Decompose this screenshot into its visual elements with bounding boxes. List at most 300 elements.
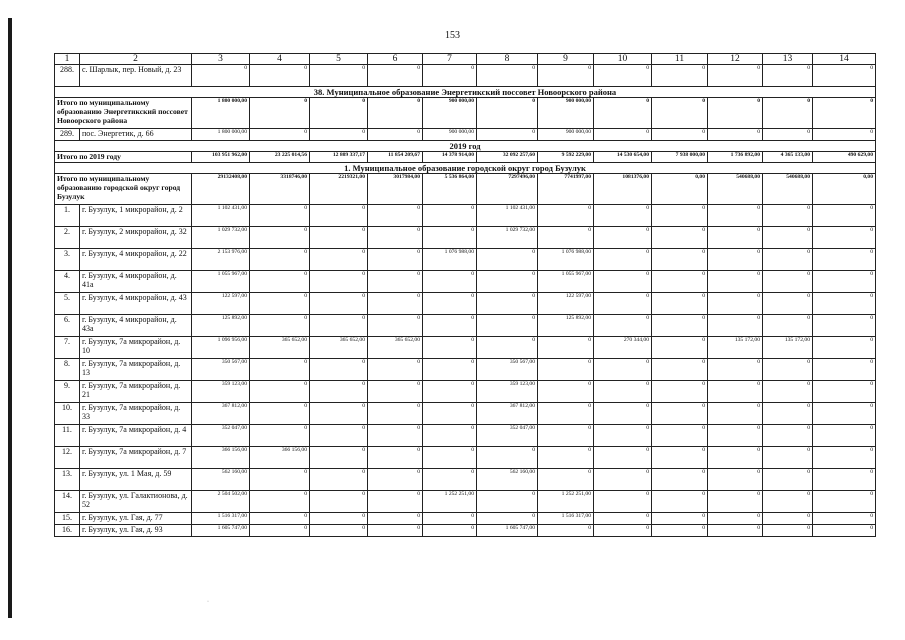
table-row [55, 513, 876, 525]
address-cell: г. Бузулук, 4 микрорайон, д. 43а [80, 315, 192, 337]
value-cell-col-4: 0 [250, 129, 310, 141]
value-cell-col-7: 900 000,00 [423, 129, 477, 141]
value-cell-col-9: 122 597,00 [538, 293, 594, 315]
value-cell-col-13: 135 172,00 [763, 337, 813, 359]
value-cell-col-5: 0 [310, 271, 368, 293]
value-cell-col-5: 12 809 337,17 [310, 152, 368, 163]
value-cell-col-10: 0 [594, 525, 652, 537]
value-cell-col-5: 0 [310, 381, 368, 403]
value-cell-col-7: 0 [423, 525, 477, 537]
value-cell-col-7: 5 536 864,00 [423, 174, 477, 205]
value-cell-col-4: 0 [250, 205, 310, 227]
value-cell-col-8: 0 [477, 129, 538, 141]
address-cell: г. Бузулук, 4 микрорайон, д. 41а [80, 271, 192, 293]
value-cell-col-4: 365 652,00 [250, 337, 310, 359]
value-cell-col-9: 0 [538, 525, 594, 537]
value-cell-col-6: 0 [368, 381, 423, 403]
value-cell-col-7: 0 [423, 227, 477, 249]
value-cell-col-8: 359 123,00 [477, 381, 538, 403]
value-cell-col-12: 0 [708, 205, 763, 227]
value-cell-col-9: 0 [538, 403, 594, 425]
address-cell: г. Бузулук, 7а микрорайон, д. 7 [80, 447, 192, 469]
value-cell-col-8: 0 [477, 447, 538, 469]
value-cell-col-14: 0 [813, 315, 876, 337]
value-cell-col-7: 1 076 988,00 [423, 249, 477, 271]
value-cell-col-11: 0 [652, 293, 708, 315]
value-cell-col-4: 0 [250, 315, 310, 337]
value-cell-col-13: 0 [763, 425, 813, 447]
row-number: 16. [55, 525, 80, 537]
value-cell-col-10: 0 [594, 227, 652, 249]
row-number: 6. [55, 315, 80, 337]
value-cell-col-10: 0 [594, 447, 652, 469]
address-cell: г. Бузулук, ул. Гая, д. 93 [80, 525, 192, 537]
value-cell-col-10: 270 344,00 [594, 337, 652, 359]
value-cell-col-10: 0 [594, 65, 652, 87]
value-cell-col-7: 14 378 914,00 [423, 152, 477, 163]
value-cell-col-3: 125 892,00 [192, 315, 250, 337]
row-number: 288. [55, 65, 80, 87]
row-number: 3. [55, 249, 80, 271]
value-cell-col-14: 0,00 [813, 174, 876, 205]
value-cell-col-8: 350 567,00 [477, 359, 538, 381]
value-cell-col-6: 0 [368, 129, 423, 141]
value-cell-col-13: 0 [763, 293, 813, 315]
value-cell-col-4: 366 156,00 [250, 447, 310, 469]
value-cell-col-7: 0 [423, 65, 477, 87]
value-cell-col-7: 1 252 251,00 [423, 491, 477, 513]
value-cell-col-9: 900 000,00 [538, 129, 594, 141]
value-cell-col-8: 0 [477, 249, 538, 271]
value-cell-col-6: 0 [368, 491, 423, 513]
row-number: 13. [55, 469, 80, 491]
value-cell-col-3: 1 605 747,00 [192, 525, 250, 537]
value-cell-col-14: 0 [813, 513, 876, 525]
value-cell-col-4: 0 [250, 403, 310, 425]
value-cell-col-12: 0 [708, 403, 763, 425]
value-cell-col-9: 1 252 251,00 [538, 491, 594, 513]
value-cell-col-10: 0 [594, 205, 652, 227]
value-cell-col-14: 0 [813, 403, 876, 425]
value-cell-col-11: 0 [652, 205, 708, 227]
column-header: 10 [594, 54, 652, 65]
value-cell-col-14: 0 [813, 337, 876, 359]
value-cell-col-7: 0 [423, 271, 477, 293]
value-cell-col-12: 135 172,00 [708, 337, 763, 359]
value-cell-col-3: 352 047,00 [192, 425, 250, 447]
table-row [55, 469, 876, 491]
table-row [55, 525, 876, 537]
value-cell-col-13: 0 [763, 381, 813, 403]
value-cell-col-13: 0 [763, 513, 813, 525]
value-cell-col-6: 0 [368, 403, 423, 425]
value-cell-col-3: 1 102 431,00 [192, 205, 250, 227]
address-cell: г. Бузулук, 7а микрорайон, д. 33 [80, 403, 192, 425]
table-row [55, 403, 876, 425]
value-cell-col-3: 1 800 000,00 [192, 129, 250, 141]
table-row [55, 491, 876, 513]
value-cell-col-10: 0 [594, 271, 652, 293]
value-cell-col-9: 9 592 229,00 [538, 152, 594, 163]
value-cell-col-3: 1 800 000,00 [192, 98, 250, 129]
value-cell-col-9: 0 [538, 337, 594, 359]
value-cell-col-6: 0 [368, 513, 423, 525]
value-cell-col-13: 0 [763, 205, 813, 227]
value-cell-col-11: 7 938 000,00 [652, 152, 708, 163]
value-cell-col-12: 0 [708, 129, 763, 141]
value-cell-col-13: 0 [763, 65, 813, 87]
value-cell-col-6: 0 [368, 249, 423, 271]
value-cell-col-7: 0 [423, 469, 477, 491]
value-cell-col-3: 1 516 317,00 [192, 513, 250, 525]
scan-speck: · [207, 599, 209, 605]
value-cell-col-5: 0 [310, 315, 368, 337]
address-cell: г. Бузулук, 4 микрорайон, д. 43 [80, 293, 192, 315]
value-cell-col-5: 0 [310, 205, 368, 227]
value-cell-col-5: 0 [310, 469, 368, 491]
value-cell-col-6: 0 [368, 359, 423, 381]
value-cell-col-12: 540688,00 [708, 174, 763, 205]
value-cell-col-9: 0 [538, 227, 594, 249]
header-row [55, 54, 876, 65]
table-row [55, 271, 876, 293]
value-cell-col-5: 0 [310, 447, 368, 469]
value-cell-col-6: 0 [368, 293, 423, 315]
value-cell-col-13: 0 [763, 249, 813, 271]
value-cell-col-12: 0 [708, 491, 763, 513]
value-cell-col-6: 0 [368, 205, 423, 227]
value-cell-col-14: 0 [813, 293, 876, 315]
table-row [55, 293, 876, 315]
value-cell-col-9: 900 000,00 [538, 98, 594, 129]
total-label: Итого по 2019 году [55, 152, 192, 163]
column-header: 1 [55, 54, 80, 65]
value-cell-col-9: 0 [538, 425, 594, 447]
address-cell: г. Бузулук, ул. 1 Мая, д. 59 [80, 469, 192, 491]
total-row [55, 152, 876, 163]
value-cell-col-6: 0 [368, 98, 423, 129]
column-header: 7 [423, 54, 477, 65]
value-cell-col-9: 7741997,00 [538, 174, 594, 205]
value-cell-col-11: 0 [652, 447, 708, 469]
column-header: 11 [652, 54, 708, 65]
column-header: 2 [80, 54, 192, 65]
row-number: 11. [55, 425, 80, 447]
value-cell-col-6: 11 854 209,67 [368, 152, 423, 163]
value-cell-col-4: 0 [250, 65, 310, 87]
value-cell-col-4: 0 [250, 381, 310, 403]
page-number: 153 [445, 30, 460, 41]
table-row [55, 447, 876, 469]
value-cell-col-4: 3318746,00 [250, 174, 310, 205]
value-cell-col-3: 29132408,00 [192, 174, 250, 205]
value-cell-col-12: 0 [708, 315, 763, 337]
row-number: 7. [55, 337, 80, 359]
value-cell-col-4: 0 [250, 491, 310, 513]
value-cell-col-3: 562 160,00 [192, 469, 250, 491]
section-heading: 38. Муниципальное образование Энергетикский поссовет Новоорского района [55, 87, 876, 98]
value-cell-col-12: 0 [708, 227, 763, 249]
value-cell-col-9: 125 892,00 [538, 315, 594, 337]
value-cell-col-14: 0 [813, 525, 876, 537]
value-cell-col-14: 0 [813, 425, 876, 447]
section-heading-row [55, 141, 876, 152]
value-cell-col-14: 0 [813, 98, 876, 129]
value-cell-col-13: 0 [763, 315, 813, 337]
value-cell-col-5: 0 [310, 525, 368, 537]
value-cell-col-11: 0 [652, 98, 708, 129]
value-cell-col-4: 0 [250, 227, 310, 249]
value-cell-col-11: 0 [652, 491, 708, 513]
value-cell-col-8: 7297496,00 [477, 174, 538, 205]
value-cell-col-9: 0 [538, 65, 594, 87]
value-cell-col-8: 1 029 732,00 [477, 227, 538, 249]
value-cell-col-14: 0 [813, 205, 876, 227]
value-cell-col-12: 0 [708, 271, 763, 293]
value-cell-col-11: 0,00 [652, 174, 708, 205]
address-cell: г. Бузулук, ул. Гая, д. 77 [80, 513, 192, 525]
value-cell-col-12: 0 [708, 293, 763, 315]
table-row [55, 129, 876, 141]
value-cell-col-8: 1 605 747,00 [477, 525, 538, 537]
value-cell-col-6: 0 [368, 425, 423, 447]
table-row [55, 425, 876, 447]
value-cell-col-13: 0 [763, 525, 813, 537]
value-cell-col-4: 0 [250, 513, 310, 525]
section-heading: 1. Муниципальное образование городской округ город Бузулук [55, 163, 876, 174]
value-cell-col-6: 0 [368, 315, 423, 337]
value-cell-col-8: 0 [477, 315, 538, 337]
value-cell-col-12: 1 736 892,00 [708, 152, 763, 163]
column-header: 12 [708, 54, 763, 65]
value-cell-col-6: 0 [368, 65, 423, 87]
value-cell-col-10: 14 530 654,00 [594, 152, 652, 163]
value-cell-col-4: 0 [250, 359, 310, 381]
row-number: 10. [55, 403, 80, 425]
value-cell-col-4: 0 [250, 249, 310, 271]
value-cell-col-5: 0 [310, 227, 368, 249]
value-cell-col-14: 490 629,00 [813, 152, 876, 163]
value-cell-col-11: 0 [652, 129, 708, 141]
column-header: 13 [763, 54, 813, 65]
value-cell-col-13: 0 [763, 129, 813, 141]
value-cell-col-14: 0 [813, 491, 876, 513]
value-cell-col-10: 0 [594, 315, 652, 337]
value-cell-col-6: 0 [368, 447, 423, 469]
value-cell-col-12: 0 [708, 381, 763, 403]
value-cell-col-14: 0 [813, 249, 876, 271]
value-cell-col-6: 0 [368, 271, 423, 293]
value-cell-col-13: 0 [763, 469, 813, 491]
value-cell-col-5: 0 [310, 491, 368, 513]
row-number: 8. [55, 359, 80, 381]
address-cell: г. Бузулук, 4 микрорайон, д. 22 [80, 249, 192, 271]
value-cell-col-6: 3017984,00 [368, 174, 423, 205]
value-cell-col-8: 0 [477, 65, 538, 87]
address-cell: с. Шарлык, пер. Новый, д. 23 [80, 65, 192, 87]
value-cell-col-7: 0 [423, 293, 477, 315]
value-cell-col-11: 0 [652, 425, 708, 447]
total-label: Итого по муниципальному образованию городской округ город Бузулук [55, 174, 192, 205]
value-cell-col-11: 0 [652, 381, 708, 403]
value-cell-col-10: 0 [594, 425, 652, 447]
value-cell-col-6: 365 652,00 [368, 337, 423, 359]
row-number: 5. [55, 293, 80, 315]
value-cell-col-12: 0 [708, 65, 763, 87]
value-cell-col-7: 0 [423, 403, 477, 425]
address-cell: г. Бузулук, 7а микрорайон, д. 13 [80, 359, 192, 381]
value-cell-col-11: 0 [652, 271, 708, 293]
value-cell-col-11: 0 [652, 227, 708, 249]
table-row [55, 65, 876, 87]
value-cell-col-8: 367 812,00 [477, 403, 538, 425]
value-cell-col-8: 0 [477, 513, 538, 525]
table-row [55, 359, 876, 381]
value-cell-col-12: 0 [708, 469, 763, 491]
value-cell-col-5: 0 [310, 249, 368, 271]
value-cell-col-9: 0 [538, 381, 594, 403]
value-cell-col-9: 1 076 988,00 [538, 249, 594, 271]
row-number: 2. [55, 227, 80, 249]
value-cell-col-11: 0 [652, 403, 708, 425]
binding-edge [8, 18, 12, 618]
row-number: 12. [55, 447, 80, 469]
value-cell-col-12: 0 [708, 425, 763, 447]
address-cell: г. Бузулук, 1 микрорайон, д. 2 [80, 205, 192, 227]
table-row [55, 337, 876, 359]
value-cell-col-10: 0 [594, 381, 652, 403]
row-number: 9. [55, 381, 80, 403]
value-cell-col-11: 0 [652, 337, 708, 359]
column-header: 5 [310, 54, 368, 65]
section-heading: 2019 год [55, 141, 876, 152]
value-cell-col-4: 0 [250, 293, 310, 315]
value-cell-col-10: 0 [594, 359, 652, 381]
value-cell-col-14: 0 [813, 65, 876, 87]
value-cell-col-6: 0 [368, 227, 423, 249]
value-cell-col-5: 0 [310, 425, 368, 447]
column-header: 4 [250, 54, 310, 65]
value-cell-col-5: 0 [310, 293, 368, 315]
value-cell-col-7: 0 [423, 205, 477, 227]
total-row [55, 98, 876, 129]
value-cell-col-13: 0 [763, 359, 813, 381]
value-cell-col-4: 0 [250, 98, 310, 129]
value-cell-col-4: 0 [250, 271, 310, 293]
column-header: 6 [368, 54, 423, 65]
value-cell-col-11: 0 [652, 249, 708, 271]
value-cell-col-8: 562 160,00 [477, 469, 538, 491]
value-cell-col-14: 0 [813, 129, 876, 141]
table-row [55, 249, 876, 271]
total-label: Итого по муниципальному образованию Энергетикский поссовет Новоорского района [55, 98, 192, 129]
value-cell-col-8: 0 [477, 293, 538, 315]
value-cell-col-3: 103 951 962,00 [192, 152, 250, 163]
value-cell-col-12: 0 [708, 447, 763, 469]
data-table [54, 53, 876, 537]
value-cell-col-14: 0 [813, 447, 876, 469]
value-cell-col-9: 1 516 317,00 [538, 513, 594, 525]
address-cell: г. Бузулук, 2 микрорайон, д. 32 [80, 227, 192, 249]
value-cell-col-8: 32 092 257,60 [477, 152, 538, 163]
value-cell-col-5: 0 [310, 359, 368, 381]
value-cell-col-8: 352 047,00 [477, 425, 538, 447]
value-cell-col-11: 0 [652, 315, 708, 337]
value-cell-col-3: 350 567,00 [192, 359, 250, 381]
value-cell-col-3: 0 [192, 65, 250, 87]
value-cell-col-14: 0 [813, 271, 876, 293]
table-row [55, 315, 876, 337]
value-cell-col-11: 0 [652, 359, 708, 381]
value-cell-col-11: 0 [652, 65, 708, 87]
value-cell-col-8: 0 [477, 491, 538, 513]
value-cell-col-7: 0 [423, 359, 477, 381]
column-header: 3 [192, 54, 250, 65]
value-cell-col-14: 0 [813, 227, 876, 249]
value-cell-col-7: 0 [423, 315, 477, 337]
value-cell-col-8: 0 [477, 271, 538, 293]
value-cell-col-11: 0 [652, 469, 708, 491]
value-cell-col-10: 0 [594, 513, 652, 525]
value-cell-col-7: 0 [423, 513, 477, 525]
value-cell-col-4: 23 225 014,56 [250, 152, 310, 163]
column-header: 9 [538, 54, 594, 65]
value-cell-col-5: 2219321,00 [310, 174, 368, 205]
column-header: 14 [813, 54, 876, 65]
section-heading-row [55, 163, 876, 174]
value-cell-col-12: 0 [708, 98, 763, 129]
value-cell-col-5: 0 [310, 403, 368, 425]
value-cell-col-10: 0 [594, 129, 652, 141]
value-cell-col-8: 0 [477, 98, 538, 129]
value-cell-col-14: 0 [813, 359, 876, 381]
value-cell-col-3: 2 504 502,00 [192, 491, 250, 513]
value-cell-col-6: 0 [368, 525, 423, 537]
address-cell: г. Бузулук, ул. Галактионова, д. 52 [80, 491, 192, 513]
value-cell-col-13: 540688,00 [763, 174, 813, 205]
value-cell-col-7: 0 [423, 447, 477, 469]
value-cell-col-9: 0 [538, 359, 594, 381]
value-cell-col-5: 0 [310, 98, 368, 129]
value-cell-col-13: 4 365 133,00 [763, 152, 813, 163]
address-cell: г. Бузулук, 7а микрорайон, д. 10 [80, 337, 192, 359]
value-cell-col-3: 359 123,00 [192, 381, 250, 403]
column-header: 8 [477, 54, 538, 65]
value-cell-col-7: 0 [423, 381, 477, 403]
value-cell-col-7: 900 000,00 [423, 98, 477, 129]
table-row [55, 205, 876, 227]
row-number: 14. [55, 491, 80, 513]
value-cell-col-10: 0 [594, 293, 652, 315]
section-heading-row [55, 87, 876, 98]
value-cell-col-14: 0 [813, 381, 876, 403]
value-cell-col-10: 1081376,00 [594, 174, 652, 205]
value-cell-col-14: 0 [813, 469, 876, 491]
total-row [55, 174, 876, 205]
value-cell-col-7: 0 [423, 425, 477, 447]
value-cell-col-10: 0 [594, 403, 652, 425]
value-cell-col-3: 1 055 967,00 [192, 271, 250, 293]
value-cell-col-9: 0 [538, 205, 594, 227]
address-cell: г. Бузулук, 7а микрорайон, д. 21 [80, 381, 192, 403]
value-cell-col-10: 0 [594, 491, 652, 513]
value-cell-col-13: 0 [763, 447, 813, 469]
value-cell-col-4: 0 [250, 425, 310, 447]
value-cell-col-12: 0 [708, 513, 763, 525]
value-cell-col-11: 0 [652, 513, 708, 525]
table-row [55, 381, 876, 403]
value-cell-col-4: 0 [250, 525, 310, 537]
